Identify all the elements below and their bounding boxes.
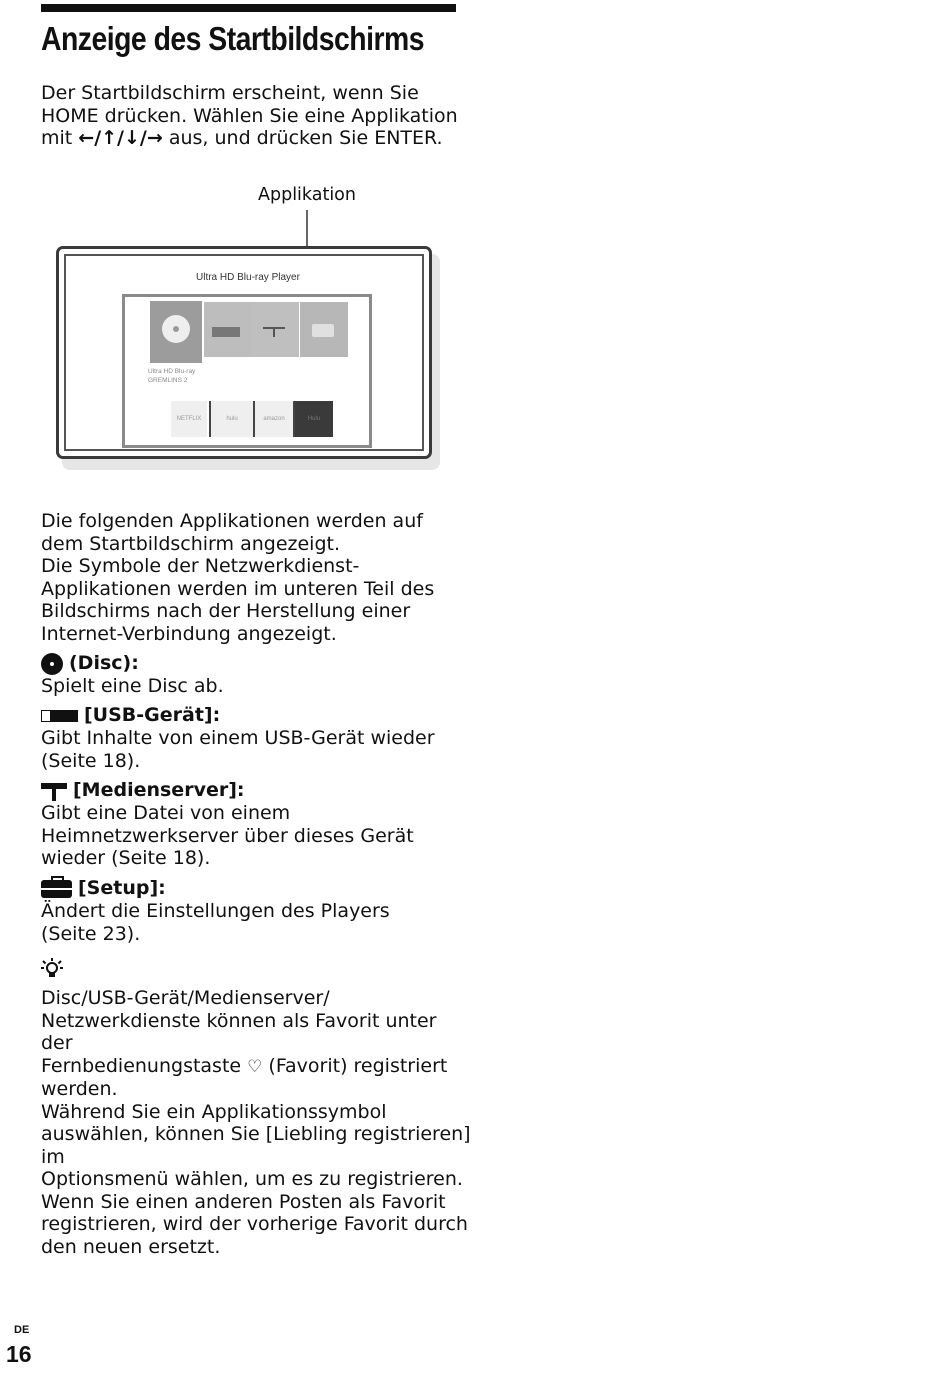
- description-paragraph: [41, 510, 471, 645]
- intro-line: HOME drücken. Wählen Sie eine Applikation: [41, 104, 458, 127]
- media-server-icon: [263, 327, 285, 329]
- page-title: Anzeige des Startbildschirms: [41, 20, 424, 57]
- description-line: (Seite 18).: [41, 749, 141, 772]
- description-line: Internet-Verbindung angezeigt.: [41, 622, 337, 645]
- disc-icon: [41, 653, 63, 675]
- disc-label: (Disc):: [69, 652, 139, 674]
- hint-line: werden.: [41, 1078, 118, 1100]
- home-screen-illustration: [56, 246, 432, 459]
- hint-line: Wenn Sie einen anderen Posten als Favorit: [41, 1190, 446, 1213]
- media-server-icon: [41, 781, 67, 801]
- setup-heading: [41, 877, 166, 900]
- description-line: (Seite 23).: [41, 922, 141, 945]
- disc-caption-line: GREMLINS 2: [148, 377, 188, 384]
- screen-border: [64, 254, 424, 451]
- hint-paragraph: [41, 987, 471, 1258]
- intro-line: Der Startbildschirm erscheint, wenn Sie: [41, 82, 419, 104]
- disc-description: [41, 675, 471, 698]
- setup-icon: [41, 880, 72, 898]
- hint-line: Netzwerkdienste können als Favorit unter der: [41, 1009, 437, 1054]
- usb-icon: [41, 710, 78, 722]
- hint-line: Optionsmenü wählen, um es zu registrieren.: [41, 1168, 463, 1190]
- usb-label: [USB-Gerät]:: [84, 704, 221, 726]
- callout-label: Applikation: [258, 185, 356, 205]
- page-number: 16: [6, 1341, 32, 1367]
- description-line: Spielt eine Disc ab.: [41, 675, 224, 697]
- service-tile: NETFLIX: [171, 401, 207, 437]
- intro-text: mit: [41, 127, 79, 149]
- media-server-heading: [41, 779, 245, 802]
- app-panel: [122, 294, 372, 448]
- media-server-description: [41, 802, 471, 870]
- service-tile: hulu: [209, 401, 253, 437]
- disc-heading: [41, 652, 139, 675]
- setup-icon: [312, 324, 334, 337]
- description-line: Applikationen werden im unteren Teil des: [41, 577, 435, 600]
- hint-line: [41, 1055, 471, 1079]
- language-code: DE: [14, 1324, 30, 1336]
- arrow-keys-icon: ←/↑/↓/→: [78, 127, 163, 149]
- media-server-label: [Medienserver]:: [73, 779, 245, 801]
- screen-title: Ultra HD Blu-ray Player: [196, 272, 300, 283]
- hint-line: den neuen ersetzt.: [41, 1235, 221, 1258]
- hint-text: (Favorit) registriert: [262, 1054, 448, 1077]
- hint-line: registrieren, wird der vorherige Favorit durch: [41, 1213, 468, 1235]
- description-line: Ändert die Einstellungen des Players: [41, 900, 390, 922]
- intro-paragraph: [41, 82, 471, 150]
- description-line: Die folgenden Applikationen werden auf: [41, 510, 423, 532]
- intro-text: aus, und drücken Sie ENTER.: [162, 127, 443, 149]
- usb-icon: [212, 327, 240, 337]
- disc-icon: [162, 315, 190, 343]
- description-line: Gibt eine Datei von einem: [41, 802, 291, 824]
- usb-description: [41, 727, 471, 772]
- media-server-tile: [251, 302, 299, 357]
- description-line: Gibt Inhalte von einem USB-Gerät wieder: [41, 727, 435, 749]
- setup-description: [41, 900, 471, 945]
- hint-line: Während Sie ein Applikationssymbol: [41, 1100, 387, 1123]
- description-line: wieder (Seite 18).: [41, 847, 211, 869]
- description-line: Heimnetzwerkserver über dieses Gerät: [41, 824, 414, 847]
- usb-heading: [41, 704, 220, 727]
- description-line: Bildschirms nach der Herstellung einer: [41, 600, 411, 622]
- hint-text: Fernbedienungstaste: [41, 1054, 248, 1077]
- disc-caption: [148, 367, 218, 385]
- disc-tile: [150, 301, 202, 363]
- hint-line: auswählen, können Sie [Liebling registrieren] im: [41, 1123, 471, 1168]
- heart-icon: ♡: [247, 1056, 263, 1077]
- setup-tile: [300, 302, 348, 357]
- intro-line: [41, 127, 471, 150]
- usb-tile: [204, 302, 252, 357]
- description-line: Die Symbole der Netzwerkdienst-: [41, 555, 360, 577]
- service-tile: Hulu: [293, 401, 333, 437]
- disc-caption-line: Ultra HD Blu-ray: [148, 368, 196, 375]
- hint-line: Disc/USB-Gerät/Medienserver/: [41, 987, 330, 1009]
- description-line: dem Startbildschirm angezeigt.: [41, 532, 341, 555]
- service-tile: amazon: [253, 401, 293, 437]
- setup-label: [Setup]:: [78, 877, 166, 899]
- lightbulb-icon: [41, 957, 63, 987]
- title-rule: [41, 4, 456, 12]
